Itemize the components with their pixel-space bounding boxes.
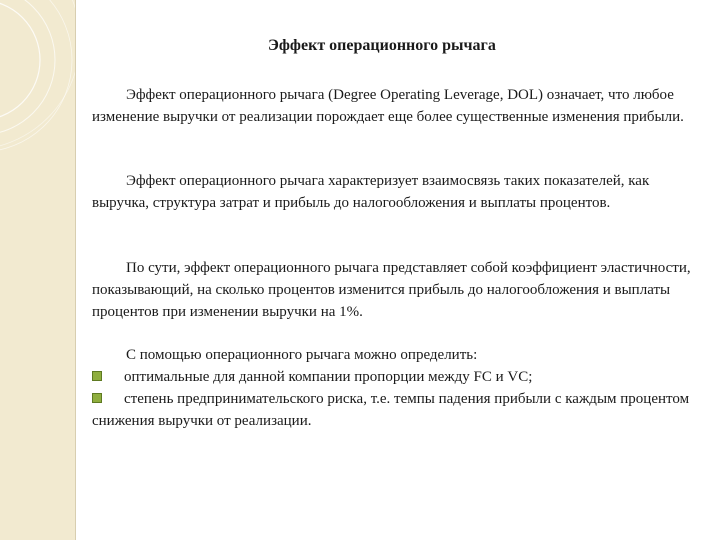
slide-title: Эффект операционного рычага bbox=[268, 37, 496, 54]
paragraph-list-intro: С помощью операционного рычага можно определить: bbox=[126, 347, 478, 363]
decorative-side-panel bbox=[0, 0, 75, 540]
paragraph-definition: Эффект операционного рычага (Degree Operating Leverage, DOL) означает, что любое изменение выручки от реализации порождает еще более существенные изменения прибыли. bbox=[92, 87, 684, 125]
list-item-text: степень предпринимательского риска, т.е. темпы падения прибыли с каждым процентом снижения выручки от реализации. bbox=[92, 391, 690, 429]
paragraph-elasticity: По сути, эффект операционного рычага представляет собой коэффициент эластичности, показывающий, на сколько процентов изменится прибыль до налогообложения и выплаты процентов при изменении выручки на 1%. bbox=[92, 260, 691, 320]
paragraph-relationship: Эффект операционного рычага характеризует взаимосвязь таких показателей, как выручка, структура затрат и прибыль до налогообложения и выплаты процентов. bbox=[92, 173, 650, 211]
panel-divider bbox=[75, 0, 76, 540]
square-bullet-icon bbox=[92, 393, 102, 403]
decorative-arcs bbox=[0, 0, 75, 540]
list-item bbox=[92, 388, 704, 432]
list-item bbox=[92, 366, 704, 388]
square-bullet-icon bbox=[92, 371, 102, 381]
list-item-text: оптимальные для данной компании пропорции между FC и VC; bbox=[124, 369, 533, 385]
